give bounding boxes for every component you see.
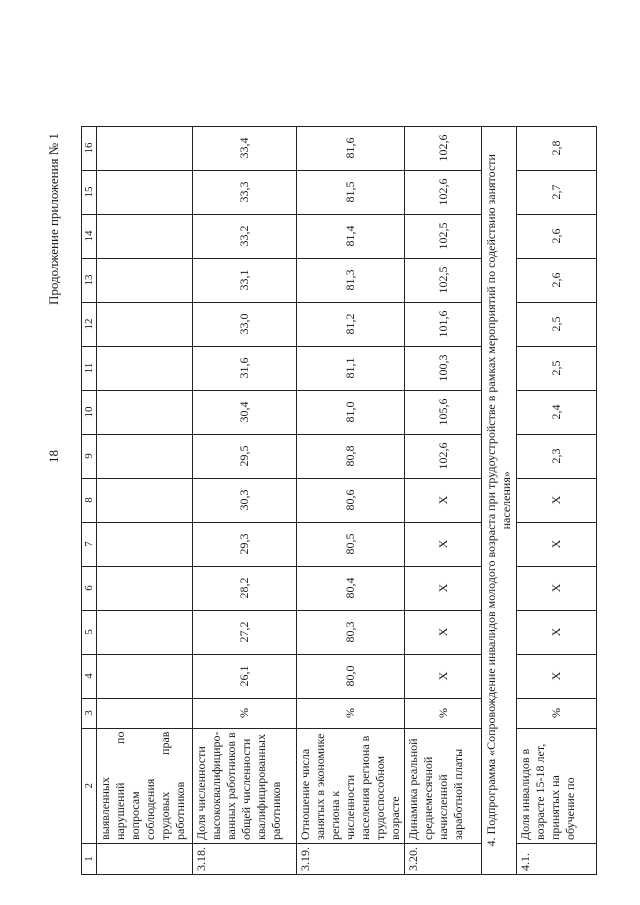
value-cell: 102,5: [405, 214, 482, 258]
value-cell: [97, 566, 193, 610]
column-number: 4: [82, 654, 97, 698]
unit-cell: [97, 698, 193, 728]
table-row: [297, 126, 405, 874]
value-cell: 2,7: [517, 170, 597, 214]
value-cell: 33,2: [193, 214, 297, 258]
value-cell: 2,5: [517, 302, 597, 346]
value-cell: [97, 214, 193, 258]
value-cell: X: [405, 654, 482, 698]
unit-cell: %: [517, 698, 597, 728]
value-cell: 2,6: [517, 258, 597, 302]
value-cell: 28,2: [193, 566, 297, 610]
value-cell: 80,3: [297, 610, 405, 654]
indicator-name: Доля инвалидов в возрасте 15-18 лет, принятых на обучение по: [517, 728, 597, 843]
column-number-row: [82, 126, 97, 874]
indicator-name: Динамика реальной среднемесячной начисленной заработной платы: [405, 728, 482, 843]
value-cell: [97, 346, 193, 390]
value-cell: 33,3: [193, 170, 297, 214]
table-row: [193, 126, 297, 874]
value-cell: [97, 478, 193, 522]
table-row: [517, 126, 597, 874]
value-cell: 102,6: [405, 170, 482, 214]
indicator-name: Доля численности высококвалифициро-ванных работников в общей численности квалифицированных работников: [193, 728, 297, 843]
value-cell: [97, 434, 193, 478]
value-cell: 80,5: [297, 522, 405, 566]
unit-cell: %: [297, 698, 405, 728]
value-cell: [97, 126, 193, 170]
value-cell: [97, 302, 193, 346]
value-cell: X: [517, 654, 597, 698]
row-number: 4.1.: [517, 844, 597, 875]
row-number: 3.19.: [297, 844, 405, 875]
value-cell: X: [405, 566, 482, 610]
value-cell: [97, 258, 193, 302]
value-cell: [97, 522, 193, 566]
indicator-name: выявленных нарушений по вопросам соблюдения трудовых прав работников: [97, 728, 193, 843]
value-cell: [97, 390, 193, 434]
value-cell: 2,8: [517, 126, 597, 170]
value-cell: 81,2: [297, 302, 405, 346]
value-cell: 81,0: [297, 390, 405, 434]
appendix-header: Продолжение приложения № 1: [46, 133, 61, 305]
column-number: 6: [82, 566, 97, 610]
value-cell: X: [517, 610, 597, 654]
row-number: 3.20.: [405, 844, 482, 875]
value-cell: 2,4: [517, 390, 597, 434]
value-cell: 30,4: [193, 390, 297, 434]
page-number: 18: [46, 450, 61, 463]
value-cell: 33,4: [193, 126, 297, 170]
value-cell: [97, 654, 193, 698]
value-cell: 80,8: [297, 434, 405, 478]
column-number: 11: [82, 346, 97, 390]
table-row: [405, 126, 482, 874]
value-cell: [97, 610, 193, 654]
value-cell: X: [405, 610, 482, 654]
value-cell: X: [405, 478, 482, 522]
value-cell: X: [517, 566, 597, 610]
value-cell: 81,5: [297, 170, 405, 214]
column-number: 5: [82, 610, 97, 654]
column-number: 2: [82, 728, 97, 843]
column-number: 9: [82, 434, 97, 478]
column-number: 7: [82, 522, 97, 566]
column-number: 14: [82, 214, 97, 258]
row-number: [97, 844, 193, 875]
value-cell: 2,6: [517, 214, 597, 258]
value-cell: 102,5: [405, 258, 482, 302]
indicator-name: Отношение числа занятых в экономике региона к численности населения региона в трудоспособном возрасте: [297, 728, 405, 843]
section-title: 4. Подпрограмма «Сопровождение инвалидов молодого возраста при трудоустройстве в рамках мероприятий по содействию занятости населения»: [482, 126, 517, 874]
value-cell: [97, 170, 193, 214]
value-cell: 80,4: [297, 566, 405, 610]
table-row: [97, 126, 193, 874]
column-number: 10: [82, 390, 97, 434]
column-number: 12: [82, 302, 97, 346]
value-cell: 102,6: [405, 126, 482, 170]
value-cell: 29,5: [193, 434, 297, 478]
column-number: 15: [82, 170, 97, 214]
row-number: 3.18.: [193, 844, 297, 875]
value-cell: 80,0: [297, 654, 405, 698]
value-cell: 80,6: [297, 478, 405, 522]
column-number: 1: [82, 844, 97, 875]
value-cell: 100,3: [405, 346, 482, 390]
value-cell: 33,1: [193, 258, 297, 302]
value-cell: 101,6: [405, 302, 482, 346]
column-number: 16: [82, 126, 97, 170]
value-cell: 31,6: [193, 346, 297, 390]
value-cell: 2,5: [517, 346, 597, 390]
value-cell: 102,6: [405, 434, 482, 478]
value-cell: 81,6: [297, 126, 405, 170]
section-row: [482, 126, 517, 874]
value-cell: X: [517, 478, 597, 522]
unit-cell: %: [193, 698, 297, 728]
value-cell: X: [405, 522, 482, 566]
value-cell: 30,3: [193, 478, 297, 522]
value-cell: 29,3: [193, 522, 297, 566]
value-cell: 26,1: [193, 654, 297, 698]
value-cell: 27,2: [193, 610, 297, 654]
value-cell: 81,3: [297, 258, 405, 302]
value-cell: X: [517, 522, 597, 566]
value-cell: 2,3: [517, 434, 597, 478]
value-cell: 81,4: [297, 214, 405, 258]
value-cell: 105,6: [405, 390, 482, 434]
column-number: 13: [82, 258, 97, 302]
unit-cell: %: [405, 698, 482, 728]
value-cell: 33,0: [193, 302, 297, 346]
value-cell: 81,1: [297, 346, 405, 390]
indicator-table: [81, 126, 597, 875]
column-number: 3: [82, 698, 97, 728]
column-number: 8: [82, 478, 97, 522]
